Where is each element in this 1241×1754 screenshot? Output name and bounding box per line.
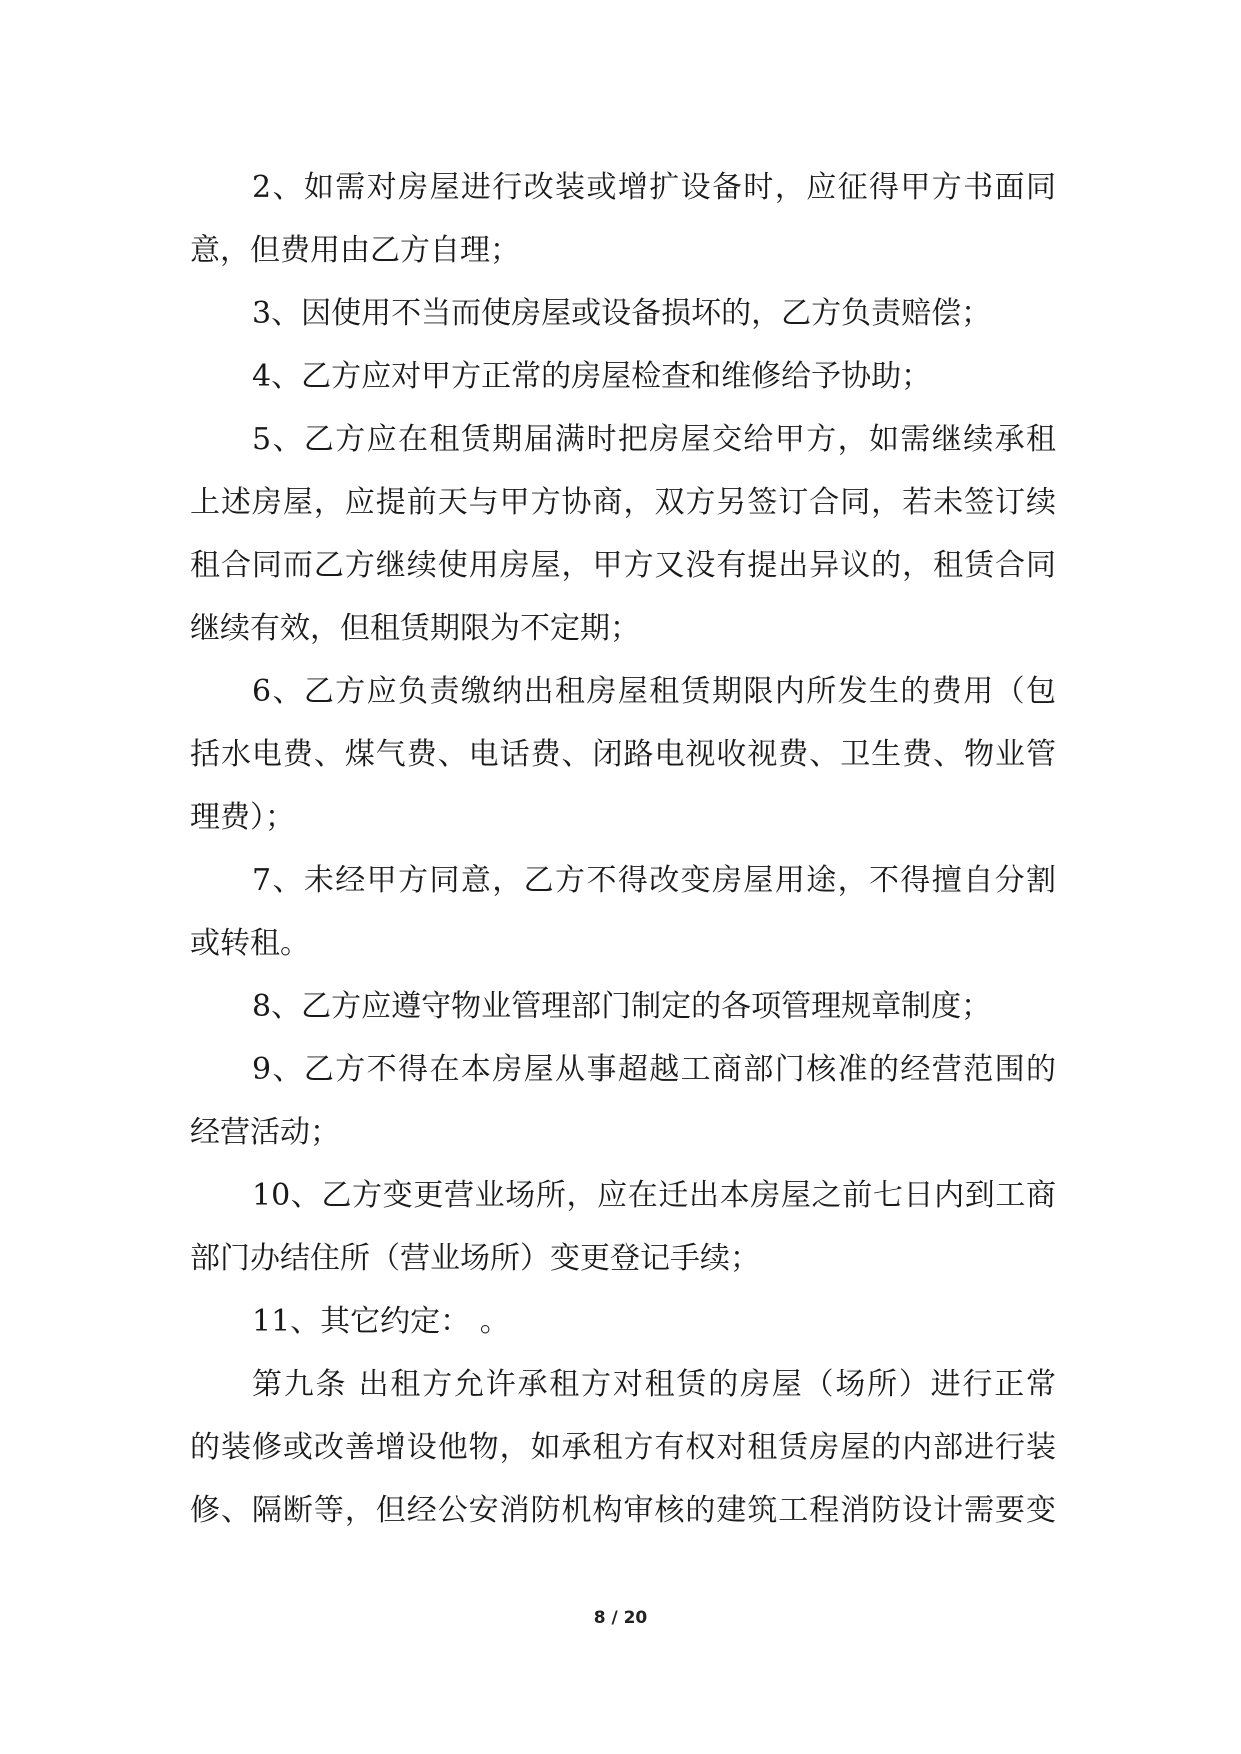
text-line: 理费）；: [190, 800, 295, 835]
text-line: 3、因使用不当而使房屋或设备损坏的，乙方负责赔偿；: [252, 296, 992, 331]
text-line: 部门办结住所（营业场所）变更登记手续；: [190, 1241, 760, 1276]
text-line: 8、乙方应遵守物业管理部门制定的各项管理规章制度；: [252, 989, 992, 1024]
text-line: 9、乙方不得在本房屋从事超越工商部门核准的经营范围的: [252, 1052, 1056, 1087]
text-line: 意，但费用由乙方自理；: [190, 233, 520, 268]
text-line: 租合同而乙方继续使用房屋，甲方又没有提出异议的，租赁合同: [190, 548, 1056, 583]
text-line: 括水电费、煤气费、电话费、闭路电视收视费、卫生费、物业管: [190, 737, 1056, 772]
page-number: 8 / 20: [593, 1608, 648, 1628]
text-line: 或转租。: [190, 926, 310, 961]
text-line: 经营活动；: [190, 1115, 340, 1150]
text-line: 6、乙方应负责缴纳出租房屋租赁期限内所发生的费用（包: [252, 674, 1056, 709]
text-line: 上述房屋，应提前天与甲方协商，双方另签订合同，若未签订续: [190, 485, 1056, 520]
text-line: 4、乙方应对甲方正常的房屋检查和维修给予协助；: [252, 359, 932, 394]
text-line: 的装修或改善增设他物，如承租方有权对租赁房屋的内部进行装: [190, 1430, 1056, 1465]
text-line: 5、乙方应在租赁期届满时把房屋交给甲方，如需继续承租: [252, 422, 1056, 457]
text-line: 10、乙方变更营业场所，应在迁出本房屋之前七日内到工商: [252, 1178, 1056, 1213]
text-line: 第九条 出租方允许承租方对租赁的房屋（场所）进行正常: [252, 1367, 1056, 1402]
document-body: [190, 156, 1056, 1542]
text-line: 继续有效，但租赁期限为不定期；: [190, 611, 640, 646]
text-line: 2、如需对房屋进行改装或增扩设备时，应征得甲方书面同: [252, 170, 1056, 205]
text-line: 修、隔断等，但经公安消防机构审核的建筑工程消防设计需要变: [190, 1493, 1056, 1528]
text-line: 7、未经甲方同意，乙方不得改变房屋用途，不得擅自分割: [252, 863, 1056, 898]
text-line: 11、其它约定： 。: [252, 1304, 510, 1339]
